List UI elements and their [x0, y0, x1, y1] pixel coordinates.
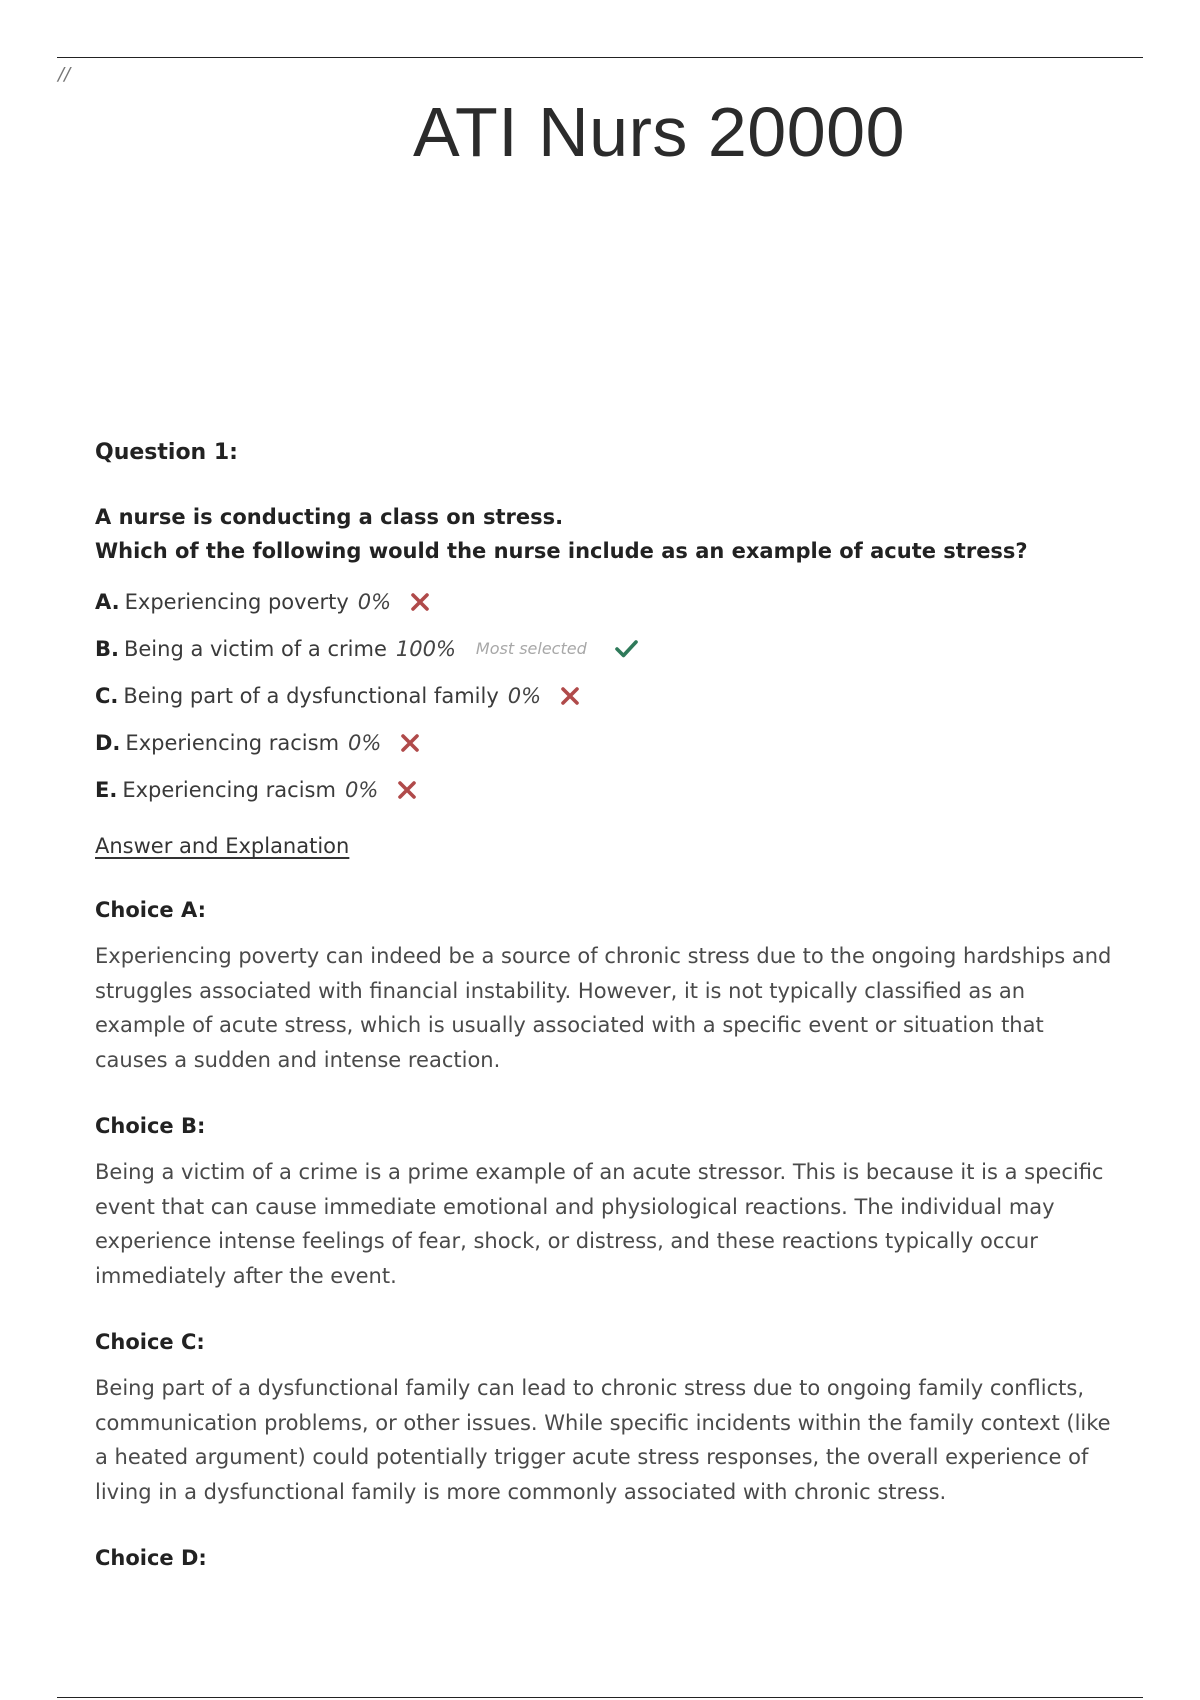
option-d[interactable] — [95, 719, 1115, 766]
document-title: ATI Nurs 20000 — [412, 93, 906, 171]
option-letter: C. — [95, 683, 119, 708]
question-stem-line-2: Which of the following would the nurse include as an example of acute stress? — [95, 539, 1028, 563]
option-percent: 0% — [357, 589, 392, 614]
option-e[interactable] — [95, 766, 1115, 813]
header-mark: // — [58, 64, 71, 85]
option-a[interactable] — [95, 578, 1115, 625]
option-text: Being a victim of a crime — [123, 636, 387, 661]
option-percent: 0% — [348, 730, 382, 755]
option-letter: A. — [95, 589, 120, 614]
question-label: Question 1: — [95, 440, 238, 465]
option-letter: E. — [95, 777, 118, 802]
option-text: Being part of a dysfunctional family — [123, 683, 499, 708]
explanation-choice-c — [95, 1327, 1115, 1509]
choice-explanation: Experiencing poverty can indeed be a source of chronic stress due to the ongoing hardships and struggles associated with financial instability. However, it is not typically classified as an example of acute stress, which is usually associated with a specific event or situation that causes a sudden and intense reaction. — [95, 944, 1112, 1072]
choice-explanation: Being a victim of a crime is a prime example of an acute stressor. This is because it is a specific event that can cause immediate emotional and physiological reactions. The individual may experience intense feelings of fear, shock, or distress, and these reactions typically occur immediately after the event. — [95, 1160, 1104, 1288]
incorrect-x-icon — [407, 589, 433, 615]
explanation-choice-a — [95, 895, 1115, 1077]
option-text: Experiencing poverty — [124, 589, 349, 614]
correct-check-icon — [613, 636, 639, 662]
most-selected-badge: Most selected — [475, 639, 587, 658]
option-percent: 100% — [395, 636, 456, 661]
explanation-choice-b — [95, 1111, 1115, 1293]
explanation-choice-d — [95, 1543, 1115, 1573]
choice-heading: Choice A: — [95, 898, 207, 922]
question-stem — [95, 500, 1115, 568]
incorrect-x-icon — [394, 777, 420, 803]
option-percent: 0% — [344, 777, 379, 802]
question-stem-line-1: A nurse is conducting a class on stress. — [95, 505, 564, 529]
choice-heading: Choice D: — [95, 1546, 207, 1570]
choice-heading: Choice C: — [95, 1330, 205, 1354]
option-text: Experiencing racism — [122, 777, 336, 802]
option-percent: 0% — [507, 683, 542, 708]
option-text: Experiencing racism — [125, 730, 340, 755]
incorrect-x-icon — [557, 683, 583, 709]
option-letter: B. — [95, 636, 119, 661]
top-rule — [57, 57, 1143, 58]
option-letter: D. — [95, 730, 121, 755]
incorrect-x-icon — [397, 730, 423, 756]
option-c[interactable] — [95, 672, 1115, 719]
question-content — [95, 438, 1115, 1573]
choice-explanation: Being part of a dysfunctional family can lead to chronic stress due to ongoing family conflicts, communication problems, or other issues. While specific incidents within the family context (like a heated argument) could potentially trigger acute stress responses, the overall experience of living in a dysfunctional family is more commonly associated with chronic stress. — [95, 1376, 1111, 1504]
bottom-rule — [57, 1697, 1143, 1698]
answer-and-explanation-link[interactable]: Answer and Explanation — [95, 834, 350, 858]
answer-options — [95, 578, 1115, 813]
option-b[interactable] — [95, 625, 1115, 672]
choice-heading: Choice B: — [95, 1114, 206, 1138]
